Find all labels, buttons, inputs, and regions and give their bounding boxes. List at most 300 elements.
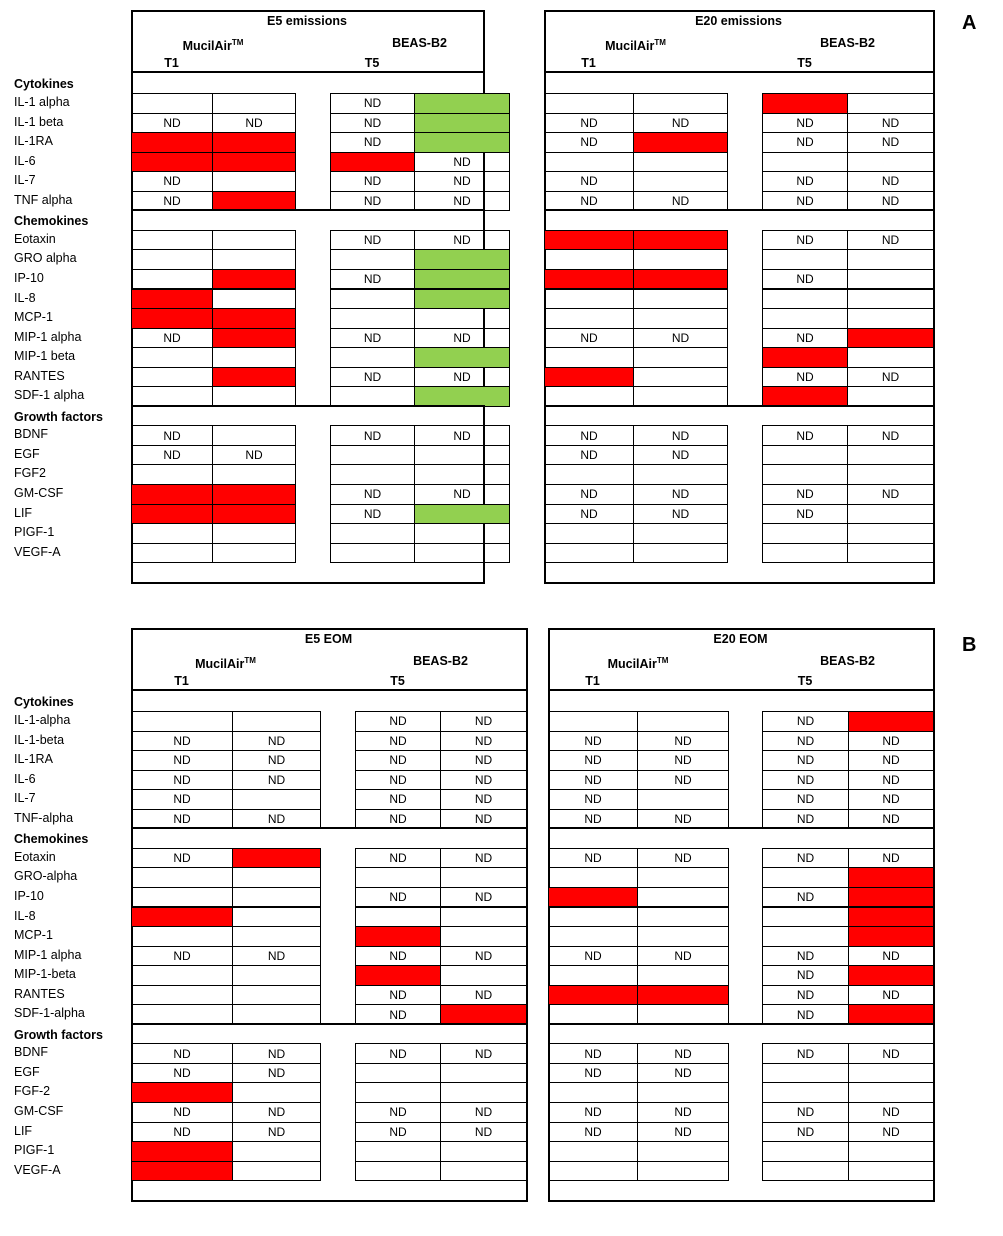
cell-increase: [847, 328, 934, 349]
cell-increase: [355, 965, 441, 986]
row-label: MCP-1: [14, 310, 53, 325]
data-cell: [548, 867, 638, 888]
block-title: E20 emissions: [695, 14, 782, 28]
data-cell: [847, 445, 934, 466]
cell-not-detected: ND: [414, 425, 510, 446]
data-cell: [131, 887, 233, 908]
data-cell: [637, 965, 729, 986]
data-cell: [847, 152, 934, 173]
cell-increase: [212, 484, 296, 505]
cell-not-detected: ND: [762, 328, 848, 349]
cell-not-detected: ND: [847, 230, 934, 251]
data-cell: [414, 308, 510, 329]
section-divider: [544, 405, 935, 407]
row-label: GRO-alpha: [14, 869, 78, 884]
cell-increase: [131, 132, 213, 153]
data-cell: [633, 93, 728, 114]
row-label: FGF2: [14, 466, 46, 481]
data-cell: [637, 789, 729, 810]
data-cell: [762, 152, 848, 173]
cell-not-detected: ND: [414, 171, 510, 192]
data-cell: [848, 1063, 934, 1084]
data-cell: [131, 269, 213, 290]
cell-not-detected: ND: [355, 789, 441, 810]
cell-increase: [548, 887, 638, 908]
data-cell: [847, 347, 934, 368]
cell-increase: [212, 328, 296, 349]
cell-not-detected: ND: [762, 191, 848, 212]
cell-not-detected: ND: [762, 770, 849, 791]
data-cell: [355, 867, 441, 888]
cell-not-detected: ND: [131, 328, 213, 349]
data-cell: [212, 171, 296, 192]
cell-not-detected: ND: [544, 132, 634, 153]
cell-not-detected: ND: [440, 711, 527, 732]
cell-not-detected: ND: [762, 711, 849, 732]
data-cell: [131, 230, 213, 251]
data-cell: [762, 523, 848, 544]
data-cell: [847, 504, 934, 525]
data-cell: [637, 926, 729, 947]
data-cell: [232, 965, 321, 986]
data-cell: [633, 308, 728, 329]
cell-increase: [848, 887, 934, 908]
data-cell: [330, 386, 415, 407]
cell-increase: [131, 152, 213, 173]
cell-not-detected: ND: [762, 809, 849, 830]
row-label: IL-1RA: [14, 752, 53, 767]
cell-not-detected: ND: [355, 770, 441, 791]
cell-not-detected: ND: [131, 1102, 233, 1123]
data-cell: [440, 1161, 527, 1182]
data-cell: [847, 308, 934, 329]
cell-not-detected: ND: [330, 171, 415, 192]
data-cell: [637, 711, 729, 732]
row-label: RANTES: [14, 986, 65, 1001]
row-label: EGF: [14, 446, 40, 461]
cell-not-detected: ND: [847, 132, 934, 153]
data-cell: [847, 386, 934, 407]
cell-line-label: [121, 36, 305, 53]
row-label: BDNF: [14, 427, 49, 442]
cell-not-detected: ND: [330, 328, 415, 349]
row-label: EGF: [14, 1064, 40, 1079]
cell-not-detected: ND: [637, 848, 729, 869]
block-title: E5 EOM: [304, 632, 353, 646]
section-divider: [131, 405, 485, 407]
cell-not-detected: ND: [637, 770, 729, 791]
cell-not-detected: ND: [414, 230, 510, 251]
cell-not-detected: ND: [762, 1122, 849, 1143]
cell-increase: [131, 504, 213, 525]
data-cell: [544, 249, 634, 270]
data-cell: [637, 907, 729, 928]
cell-not-detected: ND: [355, 985, 441, 1006]
cell-not-detected: ND: [414, 191, 510, 212]
cell-not-detected: ND: [355, 750, 441, 771]
cell-not-detected: ND: [544, 425, 634, 446]
section-divider: [131, 1023, 528, 1025]
cell-increase: [212, 504, 296, 525]
data-cell: [633, 347, 728, 368]
cell-not-detected: ND: [440, 887, 527, 908]
data-cell: [232, 711, 321, 732]
trademark-superscript: TM: [654, 38, 666, 47]
cell-line-name: MucilAir: [182, 39, 232, 54]
cell-not-detected: ND: [762, 171, 848, 192]
cell-not-detected: ND: [440, 1043, 527, 1064]
cell-increase: [848, 711, 934, 732]
cell-increase: [848, 907, 934, 928]
cell-not-detected: ND: [548, 731, 638, 752]
cell-not-detected: ND: [548, 848, 638, 869]
row-label: BDNF: [14, 1045, 49, 1060]
timepoint-label: T1: [585, 674, 600, 688]
cell-not-detected: ND: [232, 750, 321, 771]
cell-increase: [633, 132, 728, 153]
cell-not-detected: ND: [762, 985, 849, 1006]
cell-not-detected: ND: [762, 1043, 849, 1064]
data-cell: [212, 230, 296, 251]
data-cell: [212, 523, 296, 544]
cell-increase: [330, 152, 415, 173]
cell-not-detected: ND: [131, 1063, 233, 1084]
data-cell: [847, 269, 934, 290]
cell-not-detected: ND: [355, 1122, 441, 1143]
data-cell: [633, 171, 728, 192]
timepoint-label: T5: [390, 674, 405, 688]
cell-increase: [212, 152, 296, 173]
data-cell: [212, 464, 296, 485]
cell-increase: [544, 230, 634, 251]
cell-not-detected: ND: [232, 1063, 321, 1084]
cell-increase: [544, 367, 634, 388]
cell-not-detected: ND: [848, 789, 934, 810]
cell-not-detected: ND: [131, 171, 213, 192]
cell-line-name: BEAS-B2: [392, 36, 447, 50]
data-cell: [414, 543, 510, 564]
header-divider: [131, 71, 485, 73]
cell-not-detected: ND: [637, 1102, 729, 1123]
data-cell: [847, 464, 934, 485]
cell-line-name: BEAS-B2: [413, 654, 468, 668]
data-cell: [232, 1082, 321, 1103]
cell-not-detected: ND: [637, 750, 729, 771]
cell-not-detected: ND: [232, 1102, 321, 1123]
data-cell: [544, 523, 634, 544]
cell-not-detected: ND: [131, 770, 233, 791]
cell-increase: [848, 926, 934, 947]
data-cell: [131, 367, 213, 388]
cell-increase: [131, 308, 213, 329]
data-cell: [762, 1161, 849, 1182]
cell-line-name: BEAS-B2: [820, 654, 875, 668]
data-cell: [212, 386, 296, 407]
cell-increase: [848, 1004, 934, 1025]
cell-not-detected: ND: [440, 789, 527, 810]
trademark-superscript: TM: [656, 656, 669, 665]
data-cell: [544, 386, 634, 407]
cell-not-detected: ND: [548, 1043, 638, 1064]
row-label: MIP-1-beta: [14, 967, 76, 982]
data-cell: [355, 1141, 441, 1162]
row-label: MIP-1 alpha: [14, 947, 82, 962]
row-label: SDF-1 alpha: [14, 388, 85, 403]
section-heading: Cytokines: [14, 695, 74, 710]
cell-decrease: [414, 289, 510, 310]
cell-not-detected: ND: [637, 1043, 729, 1064]
cell-not-detected: ND: [762, 132, 848, 153]
section-divider: [131, 209, 485, 211]
cell-not-detected: ND: [232, 809, 321, 830]
section-divider: [548, 827, 935, 829]
row-label: LIF: [14, 505, 33, 520]
row-label: TNF alpha: [14, 192, 73, 207]
data-cell: [633, 543, 728, 564]
row-label: IL-1-beta: [14, 732, 65, 747]
cell-not-detected: ND: [848, 1122, 934, 1143]
block-title: E5 emissions: [267, 14, 347, 28]
cell-not-detected: ND: [440, 731, 527, 752]
row-label: PIGF-1: [14, 1143, 55, 1158]
cell-line-label: [121, 654, 330, 671]
cell-not-detected: ND: [847, 484, 934, 505]
cell-increase: [848, 867, 934, 888]
cell-not-detected: ND: [848, 946, 934, 967]
cell-not-detected: ND: [848, 770, 934, 791]
cell-increase: [212, 367, 296, 388]
timepoint-label: T1: [581, 56, 596, 70]
data-cell: [762, 907, 849, 928]
data-cell: [212, 543, 296, 564]
cell-decrease: [414, 269, 510, 290]
cell-line-label: [752, 36, 943, 50]
data-cell: [131, 386, 213, 407]
cell-not-detected: ND: [232, 770, 321, 791]
data-cell: [762, 543, 848, 564]
cell-increase: [762, 347, 848, 368]
cell-not-detected: ND: [762, 504, 848, 525]
cell-not-detected: ND: [762, 887, 849, 908]
row-label: IP-10: [14, 270, 44, 285]
cell-not-detected: ND: [131, 809, 233, 830]
cell-not-detected: ND: [633, 484, 728, 505]
row-label: IL-8: [14, 290, 36, 305]
section-heading: Chemokines: [14, 214, 89, 229]
row-label: IL-1 alpha: [14, 95, 70, 109]
data-cell: [440, 1063, 527, 1084]
data-cell: [847, 523, 934, 544]
cell-not-detected: ND: [355, 731, 441, 752]
cell-not-detected: ND: [330, 230, 415, 251]
cell-line-label: [345, 654, 536, 668]
data-cell: [355, 1063, 441, 1084]
cell-increase: [212, 269, 296, 290]
cell-not-detected: ND: [548, 809, 638, 830]
cell-not-detected: ND: [847, 425, 934, 446]
cell-increase: [762, 93, 848, 114]
cell-decrease: [414, 504, 510, 525]
data-cell: [131, 523, 213, 544]
cell-not-detected: ND: [440, 809, 527, 830]
cell-not-detected: ND: [548, 770, 638, 791]
section-heading: Cytokines: [14, 77, 74, 92]
section-heading: Growth factors: [14, 1027, 103, 1042]
section-heading: Chemokines: [14, 832, 89, 847]
data-cell: [212, 249, 296, 270]
cell-line-label: [534, 36, 737, 53]
cell-not-detected: ND: [414, 484, 510, 505]
data-cell: [414, 523, 510, 544]
cell-not-detected: ND: [847, 171, 934, 192]
data-cell: [633, 464, 728, 485]
cell-not-detected: ND: [548, 1063, 638, 1084]
row-label: Eotaxin: [14, 849, 56, 864]
data-cell: [762, 308, 848, 329]
data-cell: [637, 1141, 729, 1162]
cell-increase: [212, 191, 296, 212]
data-cell: [131, 464, 213, 485]
cell-not-detected: ND: [131, 425, 213, 446]
row-label: MCP-1: [14, 928, 53, 943]
cell-increase: [637, 985, 729, 1006]
data-cell: [414, 445, 510, 466]
cell-not-detected: ND: [548, 750, 638, 771]
cell-line-name: MucilAir: [195, 657, 245, 672]
data-cell: [232, 1161, 321, 1182]
data-cell: [232, 926, 321, 947]
cell-not-detected: ND: [131, 445, 213, 466]
cell-not-detected: ND: [355, 1102, 441, 1123]
cell-line-name: BEAS-B2: [820, 36, 875, 50]
data-cell: [212, 93, 296, 114]
cell-not-detected: ND: [131, 789, 233, 810]
data-cell: [440, 926, 527, 947]
cell-decrease: [414, 347, 510, 368]
cell-not-detected: ND: [355, 809, 441, 830]
data-cell: [637, 1161, 729, 1182]
cell-decrease: [414, 93, 510, 114]
data-cell: [633, 289, 728, 310]
cell-increase: [131, 484, 213, 505]
data-cell: [762, 1063, 849, 1084]
cell-not-detected: ND: [633, 328, 728, 349]
cell-increase: [232, 848, 321, 869]
cell-not-detected: ND: [232, 731, 321, 752]
cell-not-detected: ND: [762, 484, 848, 505]
cell-increase: [212, 308, 296, 329]
data-cell: [440, 867, 527, 888]
cell-increase: [131, 1141, 233, 1162]
data-cell: [548, 1161, 638, 1182]
cell-increase: [633, 230, 728, 251]
data-cell: [232, 1141, 321, 1162]
timepoint-label: T5: [797, 56, 812, 70]
cell-not-detected: ND: [355, 1004, 441, 1025]
cell-increase: [633, 269, 728, 290]
cell-not-detected: ND: [131, 1043, 233, 1064]
timepoint-label: T1: [164, 56, 179, 70]
section-divider: [544, 209, 935, 211]
data-cell: [355, 1082, 441, 1103]
cell-not-detected: ND: [131, 731, 233, 752]
cell-not-detected: ND: [355, 946, 441, 967]
cell-not-detected: ND: [762, 965, 849, 986]
cell-not-detected: ND: [544, 504, 634, 525]
data-cell: [131, 985, 233, 1006]
data-cell: [848, 1141, 934, 1162]
cell-not-detected: ND: [544, 191, 634, 212]
cell-not-detected: ND: [544, 171, 634, 192]
data-cell: [212, 425, 296, 446]
cell-not-detected: ND: [232, 1122, 321, 1143]
row-label: IL-8: [14, 908, 36, 923]
data-cell: [440, 907, 527, 928]
row-label: GM-CSF: [14, 1104, 64, 1118]
cell-not-detected: ND: [330, 132, 415, 153]
data-cell: [637, 867, 729, 888]
data-cell: [131, 711, 233, 732]
row-label: IL-6: [14, 153, 36, 168]
cell-increase: [848, 965, 934, 986]
data-cell: [633, 367, 728, 388]
row-label: MIP-1 beta: [14, 349, 76, 364]
cell-not-detected: ND: [330, 93, 415, 114]
trademark-superscript: TM: [244, 656, 256, 665]
data-cell: [548, 1004, 638, 1025]
data-cell: [544, 93, 634, 114]
cell-increase: [762, 386, 848, 407]
data-cell: [330, 249, 415, 270]
cell-not-detected: ND: [131, 946, 233, 967]
row-label: IL-7: [14, 791, 36, 806]
data-cell: [548, 1141, 638, 1162]
row-label: IL-6: [14, 771, 36, 786]
data-cell: [131, 926, 233, 947]
cell-not-detected: ND: [414, 152, 510, 173]
cell-not-detected: ND: [762, 731, 849, 752]
data-cell: [355, 1161, 441, 1182]
cell-not-detected: ND: [440, 848, 527, 869]
cell-increase: [131, 1161, 233, 1182]
cell-decrease: [414, 249, 510, 270]
cell-line-label: [320, 36, 519, 50]
data-cell: [548, 926, 638, 947]
data-cell: [637, 1004, 729, 1025]
data-cell: [440, 1082, 527, 1103]
data-cell: [544, 347, 634, 368]
row-label: IL-1RA: [14, 134, 53, 149]
cell-not-detected: ND: [762, 789, 849, 810]
data-cell: [633, 152, 728, 173]
cell-not-detected: ND: [548, 1102, 638, 1123]
data-cell: [131, 249, 213, 270]
cell-increase: [355, 926, 441, 947]
cell-not-detected: ND: [548, 1122, 638, 1143]
cell-decrease: [414, 386, 510, 407]
cell-not-detected: ND: [330, 191, 415, 212]
data-cell: [847, 543, 934, 564]
cell-not-detected: ND: [762, 269, 848, 290]
cell-not-detected: ND: [131, 848, 233, 869]
cell-increase: [131, 289, 213, 310]
cell-not-detected: ND: [847, 113, 934, 134]
data-cell: [131, 1004, 233, 1025]
data-cell: [544, 289, 634, 310]
cell-not-detected: ND: [847, 191, 934, 212]
data-cell: [414, 464, 510, 485]
row-label: Eotaxin: [14, 231, 56, 246]
